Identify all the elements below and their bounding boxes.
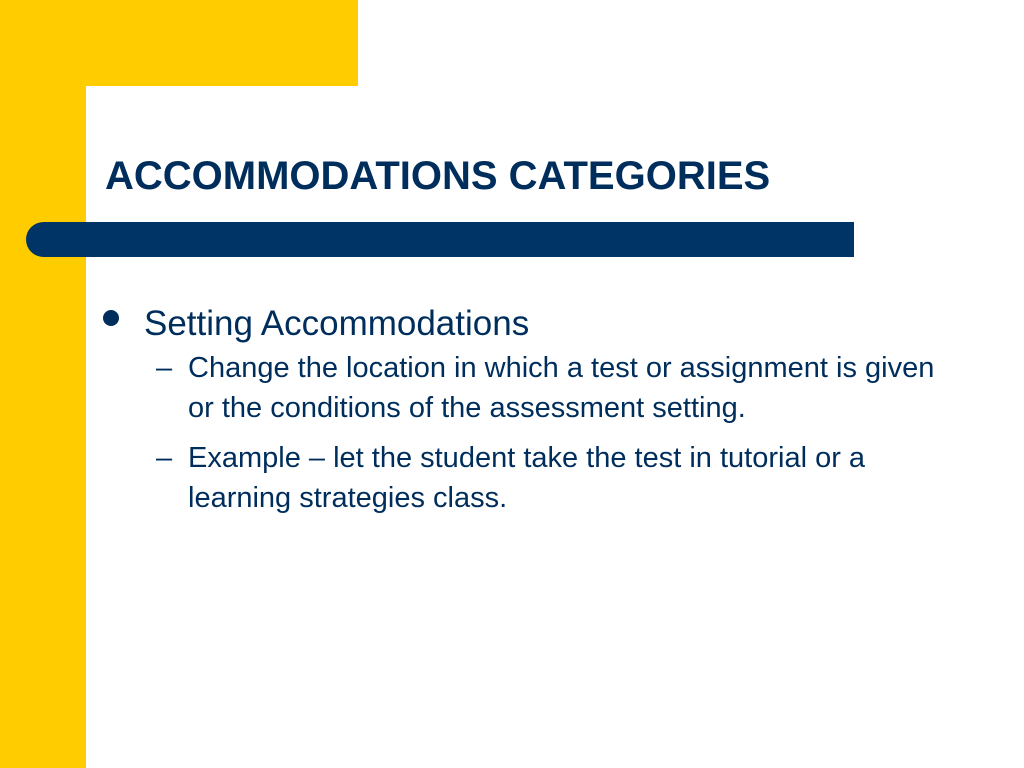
dash-icon: – — [156, 352, 173, 384]
sub-bullet-text: Change the location in which a test or assignment is given or the conditions of the assessment setting. — [188, 352, 935, 424]
sub-bullet-item — [103, 438, 963, 518]
bullet-text: Setting Accommodations — [144, 304, 530, 343]
bullet-dot-icon — [103, 310, 119, 326]
yellow-top-bar — [0, 0, 358, 86]
slide-title: ACCOMMODATIONS CATEGORIES — [105, 154, 771, 198]
sub-bullet-item — [103, 348, 963, 428]
title-underline-bar — [26, 222, 854, 257]
slide-content — [103, 300, 963, 528]
dash-icon: – — [156, 442, 173, 474]
bullet-item — [103, 300, 963, 348]
sub-bullet-text: Example – let the student take the test in tutorial or a learning strategies class. — [188, 442, 866, 514]
content-panel-corner — [86, 86, 146, 146]
yellow-side-bar — [0, 0, 86, 768]
